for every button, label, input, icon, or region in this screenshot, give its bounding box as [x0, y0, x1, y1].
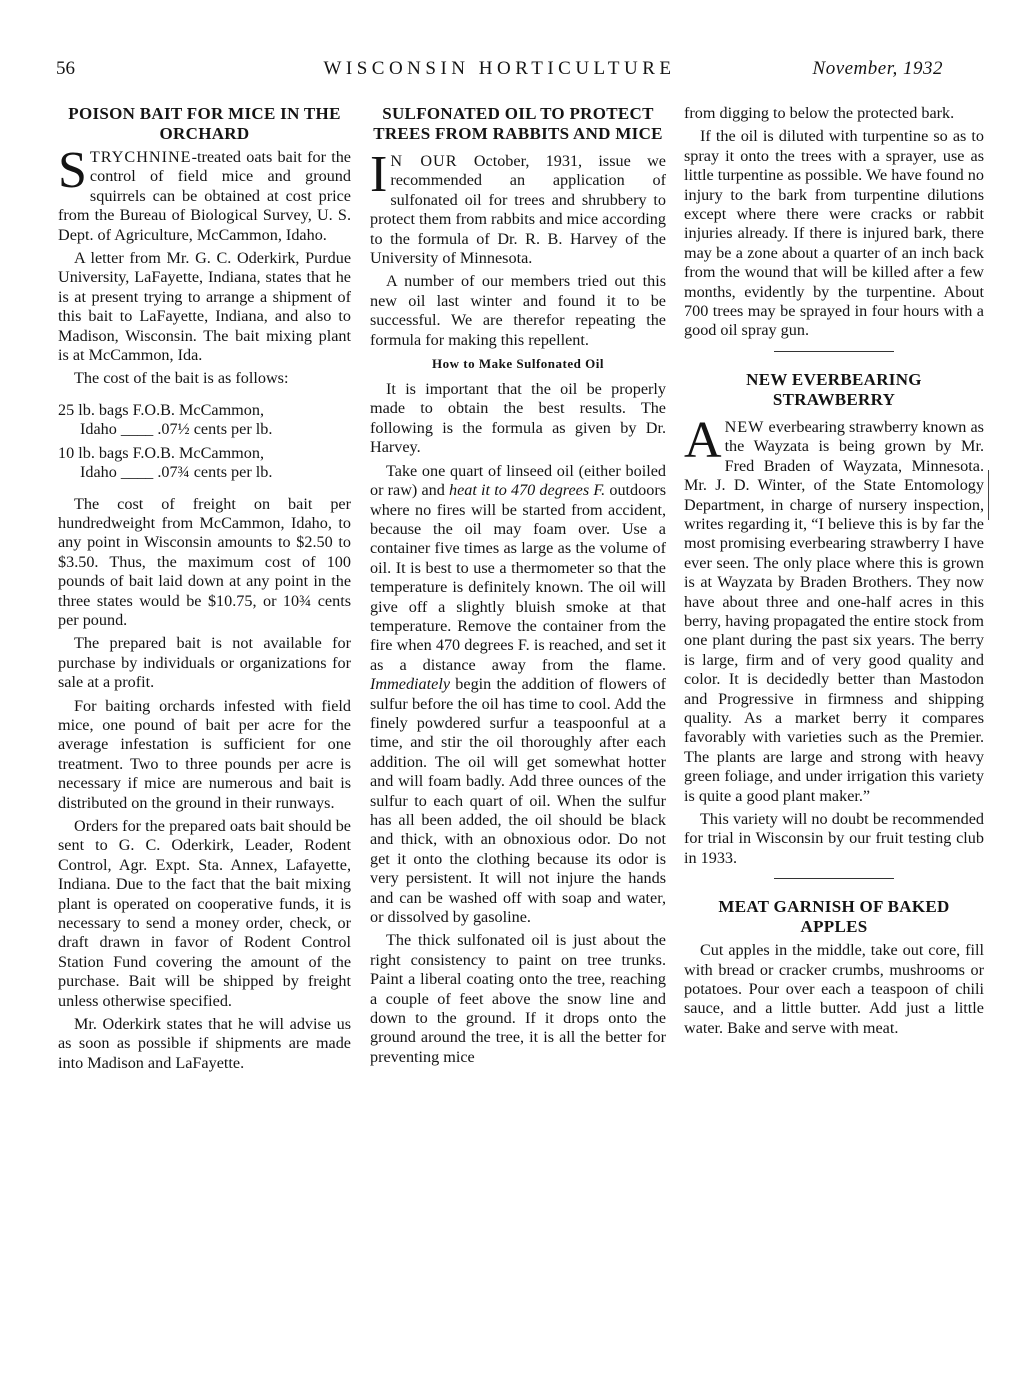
issue-date: November, 1932	[812, 58, 943, 79]
paragraph-text: October, 1931, issue we recommended an application of sulfonated oil for trees and shrubbery to protect them from rabbits and mice according to the formula of Dr. R. B. Harvey of the University of Minnesota.	[370, 152, 666, 268]
sulfonated-paragraph-5: The thick sulfonated oil is just about the right consistency to paint on tree trunks. Paint a liberal coating onto the tree, reaching a couple of feet above the snow line and down to the ground. If it drops onto the ground around the tree, it is all the better for preventing mice	[370, 931, 666, 1066]
sulfonated-paragraph-3: It is important that the oil be properly made to obtain the best results. The following is the formula as given by Dr. Harvey.	[370, 380, 666, 457]
price-line-text: 25 lb. bags F.O.B. McCammon,	[58, 400, 264, 419]
margin-rule	[988, 470, 989, 520]
poison-paragraph-2: A letter from Mr. G. C. Oderkirk, Purdue University, LaFayette, Indiana, states that he is at present trying to arrange a shipment of this bait to LaFayette, Indiana, and also to Madison, Wisconsin. The bait mixing plant is at McCammon, Ida.	[58, 249, 351, 365]
strawberry-paragraph-1	[684, 411, 984, 806]
strawberry-title: NEW EVERBEARING STRAWBERRY	[746, 369, 922, 409]
sulfonated-continued-1: from digging to below the protected bark.	[684, 104, 955, 122]
poison-paragraph-6: For baiting orchards infested with field mice, one pound of bait per acre for the average infestation is sufficient for one treatment. Two to three pounds per acre is necessary if mice are numerous and bait is distributed on the ground in their runways.	[58, 696, 351, 812]
drop-cap: S	[58, 142, 87, 199]
price-line-25lb	[58, 401, 351, 440]
journal-title: WISCONSIN HORTICULTURE	[323, 58, 676, 79]
meat-garnish-paragraph: Cut apples in the middle, take out core, fill with bread or cracker crumbs, mushrooms or potatoes. Pour over each a teaspoon of chili sauce, and a little butter. Add just a little water. Bake and serve with meat.	[684, 941, 984, 1037]
sulfonated-paragraph-1	[370, 146, 666, 268]
lead-caps: NEW	[724, 417, 765, 436]
page-header	[56, 58, 943, 88]
lead-caps: N OUR	[390, 152, 458, 170]
poison-paragraph-4: The cost of freight on bait per hundredweight from McCammon, Idaho, to any point in Wisconsin amounts to $2.50 to $3.50. Thus, the maximum cost of 100 pounds of bait laid down at any point in the three states would be $10.75, or 10¾ cents per pound.	[58, 494, 351, 629]
column-3	[684, 104, 984, 1042]
paragraph-text: outdoors where no fires will be started from accident, because the oil may foam over. Use a container five times as large as the volume of oil. It is best to use a thermometer so that the temperature is definitely known. The oil will give off a slightly bluish smoke at that temperature. Remove the container from the fire when 470 degrees F. is reached, and set it as a distance away from the flame.	[370, 481, 667, 674]
page-number: 56	[56, 58, 75, 79]
meat-garnish-title: MEAT GARNISH OF BAKED APPLES	[718, 897, 950, 937]
strawberry-paragraph-2: This variety will no doubt be recommended for trial in Wisconsin by our fruit testing club in 1933.	[684, 810, 984, 867]
lead-caps: TRYCHNINE	[89, 148, 192, 166]
paragraph-text: begin the addition of flowers of sulfur before the oil has time to cool. Add the finely powdered surfur a teaspoonful at a time, and stir the oil thoroughly after each addition. The oil will get somewhat hotter and will foam badly. Add three ounces of the sulfur to each quart of oil. When the sulfur has all been added, the oil should be black and thick, with an obnoxious odor. Do not get it onto the clothing because its odor is very persistent. It will not injure the hands and can be washed off with soap and water, or dissolved by gasoline.	[370, 675, 666, 927]
poison-paragraph-1	[58, 142, 351, 245]
drop-cap: I	[370, 146, 388, 203]
price-line-text: Idaho ____ .07½ cents per lb.	[80, 420, 273, 439]
price-line-text: Idaho ____ .07¾ cents per lb.	[80, 463, 273, 482]
price-line-text: 10 lb. bags F.O.B. McCammon,	[58, 443, 264, 462]
poison-paragraph-8: Mr. Oderkirk states that he will advise us as soon as possible if shipments are made into Madison and LaFayette.	[58, 1015, 351, 1072]
paragraph-text: -treated oats bait for the control of field mice and ground squirrels can be obtained at cost price from the Bureau of Biological Survey, U. S. Dept. of Agriculture, McCammon, Idaho.	[58, 148, 351, 244]
section-divider	[774, 351, 894, 352]
poison-paragraph-7: Orders for the prepared oats bait should be sent to G. C. Oderkirk, Leader, Rodent Control, Agr. Expt. Sta. Annex, Lafayette, Indiana. Due to the fact that the bait mixing plant is operated on cooperative funds, it is necessary to send a money order, check, or draft drawn in favor of Rodent Control Station Fund covering the amount of the purchase. Bait will be shipped by freight unless otherwise specified.	[58, 817, 351, 1010]
sulfonated-paragraph-2: A number of our members tried out this new oil last winter and found it to be successful. We are therefor repeating the formula for making this repellent.	[370, 272, 666, 349]
sulfonated-subheading: How to Make Sulfonated Oil	[432, 356, 604, 372]
section-divider	[774, 878, 894, 879]
poison-paragraph-3: The cost of the bait is as follows:	[74, 369, 289, 388]
paragraph-text: Take one quart of linseed oil (either boiled or raw) and	[370, 461, 666, 500]
poison-bait-title: POISON BAIT FOR MICE IN THE ORCHARD	[68, 104, 341, 143]
drop-cap: A	[684, 411, 722, 469]
sulfonated-continued-2: If the oil is diluted with turpentine so as to spray it onto the trees with a sprayer, use as little turpentine as possible. We have found no injury to the bark from turpentine dilutions except where there were cracks or rabbit injuries already. If there is injured bark, there may be a zone about a quarter of an inch back from the wound that will be killed after a few months, evidently by the turpentine. About 700 trees may be sprayed in four hours with a good oil spray gun.	[684, 127, 984, 340]
column-1	[58, 104, 351, 1077]
price-line-10lb	[58, 444, 351, 483]
emphasis-text: heat it to 470 degrees F.	[449, 481, 606, 500]
sulfonated-paragraph-4	[370, 462, 666, 928]
sulfonated-oil-title: SULFONATED OIL TO PROTECT TREES FROM RABBITS AND MICE	[373, 104, 663, 143]
paragraph-text: everbearing strawberry known as the Wayzata is being grown by Mr. Fred Braden of Wayzata, Minnesota. Mr. J. D. Winter, of the State Entomology Department, in charge of nursery inspection, writes regarding it, “I believe this is by far the most promising everbearing strawberry I have ever seen. The only place where this is grown is at Wayzata by Braden Brothers. They now have about three and one-half acres in this berry, having propagated the entire stock from one plant during the past six years. The berry is large, firm and of very good quality and color. It is decidedly better than Mastodon and Progressive in firmness and shipping quality. As a market berry it compares favorably with varieties such as the Premier. The plants are large and strong with heavy green foliage, and under irrigation this variety is quite a good plant maker.”	[684, 417, 984, 805]
emphasis-text: Immediately	[370, 675, 451, 694]
column-2	[370, 104, 666, 1071]
poison-paragraph-5: The prepared bait is not available for purchase by individuals or organizations for sale at a profit.	[58, 634, 351, 692]
